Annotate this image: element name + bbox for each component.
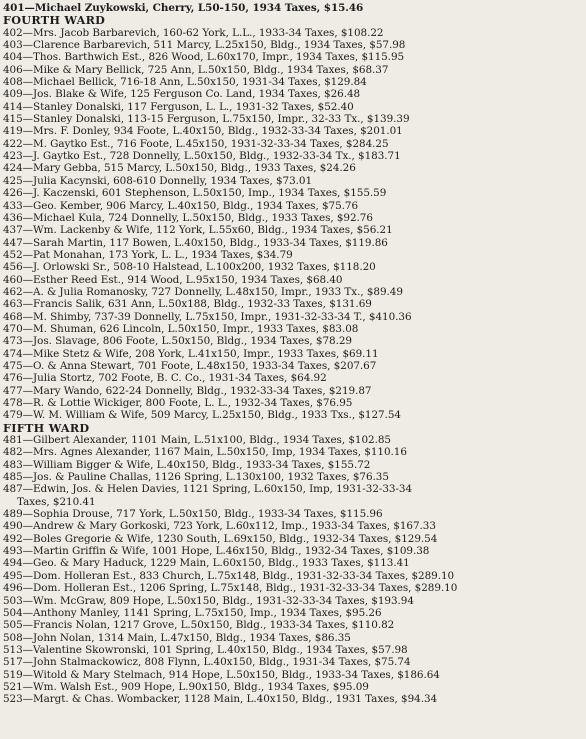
list-item: 424—Mary Gebba, 515 Marcy, L.50x150, Bldg., 1933 Taxes, $24.26: [3, 162, 356, 175]
list-item: 478—R. & Lottie Wickiger, 800 Foote, L. L., 1932-34 Taxes, $76.95: [3, 397, 353, 409]
list-item: 494—Geo. & Mary Haduck, 1229 Main, L.60x150, Bldg., 1933 Taxes, $113.41: [3, 557, 410, 570]
list-item: 433—Geo. Kember, 906 Marcy, L.40x150, Bldg., 1934 Taxes, $75.76: [3, 199, 359, 212]
list-item: 513—Valentine Skowronski, 101 Spring, L.40x150, Bldg., 1934 Taxes, $57.98: [3, 643, 408, 656]
list-item: 476—Julia Stortz, 702 Foote, B. C. Co., 1931-34 Taxes, $64.92: [3, 372, 327, 385]
list-item: 425—Julia Kacynski, 608-610 Donnelly, 1934 Taxes, $73.01: [3, 174, 313, 187]
list-item: 408—Michael Bellick, 716-18 Ann, L.50x150, 1931-34 Taxes, $129.84: [3, 76, 367, 89]
list-item: 485—Jos. & Pauline Challas, 1126 Spring, L.130x100, 1932 Taxes, $76.35: [3, 471, 389, 484]
list-item: 414—Stanley Donalski, 117 Ferguson, L. L., 1931-32 Taxes, $52.40: [3, 100, 354, 113]
list-item: 460—Esther Reed Est., 914 Wood, L.95x150, 1934 Taxes, $68.40: [3, 273, 343, 286]
list-item: 426—J. Kaczenski, 601 Stephenson, L.50x150, Imp., 1934 Taxes, $155.59: [3, 187, 387, 200]
list-item: 481—Gilbert Alexander, 1101 Main, L.51x100, Bldg., 1934 Taxes, $102.85: [3, 434, 391, 447]
list-item: 496—Dom. Holleran Est., 1206 Spring, L.75x148, Bldg., 1931-32-33-34 Taxes, $289.10: [3, 582, 458, 595]
list-item: 503—Wm. McGraw, 809 Hope, L.50x150, Bldg., 1931-32-33-34 Taxes, $193.94: [3, 594, 414, 607]
list-item: 489—Sophia Drouse, 717 York, L.50x150, Bldg., 1933-34 Taxes, $115.96: [3, 508, 383, 521]
list-item: 523—Margt. & Chas. Wombacker, 1128 Main, L.40x150, Bldg., 1931 Taxes, $94.34: [3, 693, 438, 706]
list-item: 401—Michael Zuykowski, Cherry, L50-150, 1934 Taxes, $15.46: [3, 2, 364, 14]
list-item: 490—Andrew & Mary Gorkoski, 723 York, L.60x112, Imp., 1933-34 Taxes, $167.33: [3, 520, 436, 533]
list-item: 403—Clarence Barbarevich, 511 Marcy, L.25x150, Bldg., 1934 Taxes, $57.98: [3, 39, 406, 52]
list-item: 404—Thos. Barthwich Est., 826 Wood, L.60x170, Impr., 1934 Taxes, $115.95: [3, 51, 405, 64]
list-item: 483—William Bigger & Wife, L.40x150, Bldg., 1933-34 Taxes, $155.72: [3, 458, 371, 471]
list-item: 456—J. Orlowski Sr., 508-10 Halstead, L.100x200, 1932 Taxes, $118.20: [3, 261, 376, 274]
list-item-continuation: Taxes, $210.41: [17, 495, 96, 508]
list-item: 402—Mrs. Jacob Barbarevich, 160-62 York, L.L., 1933-34 Taxes, $108.22: [3, 26, 384, 39]
list-item: 482—Mrs. Agnes Alexander, 1167 Main, L.50x150, Imp, 1934 Taxes, $110.16: [3, 446, 407, 459]
list-item: 492—Boles Gregorie & Wife, 1230 South, L.69x150, Bldg., 1932-34 Taxes, $129.54: [3, 532, 438, 545]
list-item: 495—Dom. Holleran Est., 833 Church, L.75x148, Bldg., 1931-32-33-34 Taxes, $289.10: [3, 569, 455, 582]
list-item: 505—Francis Nolan, 1217 Grove, L.50x150, Bldg., 1933-34 Taxes, $110.82: [3, 619, 395, 632]
list-item: 422—M. Gaytko Est., 716 Foote, L.45x150, 1931-32-33-34 Taxes, $284.25: [3, 137, 389, 150]
list-item: 463—Francis Salik, 631 Ann, L.50x188, Bldg., 1932-33 Taxes, $131.69: [3, 298, 372, 311]
list-item: 477—Mary Wando, 622-24 Donnelly, Bldg., 1932-33-34 Taxes, $219.87: [3, 384, 372, 397]
list-item: 474—Mike Stetz & Wife, 208 York, L.41x150, Impr., 1933 Taxes, $69.11: [3, 347, 379, 360]
list-item: 470—M. Shuman, 626 Lincoln, L.50x150, Impr., 1933 Taxes, $83.08: [3, 322, 359, 335]
list-item: 419—Mrs. F. Donley, 934 Foote, L.40x150, Bldg., 1932-33-34 Taxes, $201.01: [3, 125, 403, 138]
list-item: 475—O. & Anna Stewart, 701 Foote, L.48x150, 1933-34 Taxes, $207.67: [3, 359, 377, 372]
list-item: 423—J. Gaytko Est., 728 Donnelly, L.50x150, Bldg., 1932-33-34 Tx., $183.71: [3, 150, 401, 163]
list-item: 493—Martin Griffin & Wife, 1001 Hope, L.46x150, Bldg., 1932-34 Taxes, $109.38: [3, 545, 430, 558]
list-item: 415—Stanley Donalski, 113-15 Ferguson, L.75x150, Impr., 32-33 Tx., $139.39: [3, 113, 410, 126]
list-item: 406—Mike & Mary Bellick, 725 Ann, L.50x150, Bldg., 1934 Taxes, $68.37: [3, 63, 389, 76]
list-item: 473—Jos. Slavage, 806 Foote, L.50x150, Bldg., 1934 Taxes, $78.29: [3, 335, 352, 348]
list-item: 462—A. & Julia Romanosky, 727 Donnelly, L.48x150, Impr., 1933 Tx., $89.49: [3, 285, 403, 298]
list-item: 436—Michael Kula, 724 Donnelly, L.50x150, Bldg., 1933 Taxes, $92.76: [3, 211, 373, 224]
list-item: 504—Anthony Manley, 1141 Spring, L.75x150, Imp., 1934 Taxes, $95.26: [3, 606, 382, 619]
list-item: 437—Wm. Lackenby & Wife, 112 York, L.55x60, Bldg., 1934 Taxes, $56.21: [3, 224, 393, 237]
ward-heading: FOURTH WARD: [3, 14, 106, 27]
list-item: 508—John Nolan, 1314 Main, L.47x150, Bldg., 1934 Taxes, $86.35: [3, 631, 351, 644]
list-item: 409—Jos. Blake & Wife, 125 Ferguson Co. Land, 1934 Taxes, $26.48: [3, 88, 361, 101]
list-item: 521—Wm. Walsh Est., 909 Hope, L.90x150, Bldg., 1934 Taxes, $95.09: [3, 680, 369, 693]
list-item: 452—Pat Monahan, 173 York, L. L., 1934 Taxes, $34.79: [3, 248, 293, 261]
list-item: 487—Edwin, Jos. & Helen Davies, 1121 Spring, L.60x150, Imp, 1931-32-33-34: [3, 483, 413, 496]
list-item: 519—Witold & Mary Stelmach, 914 Hope, L.50x150, Bldg., 1933-34 Taxes, $186.64: [3, 668, 440, 681]
list-item: 468—M. Shimby, 737-39 Donnelly, L.75x150, Impr., 1931-32-33-34 T., $410.36: [3, 310, 412, 323]
list-item: 479—W. M. William & Wife, 509 Marcy, L.25x150, Bldg., 1933 Txs., $127.54: [3, 409, 401, 422]
ward-heading: FIFTH WARD: [3, 421, 90, 435]
list-item: 517—John Stalmackowicz, 808 Flynn, L.40x150, Bldg., 1931-34 Taxes, $75.74: [3, 656, 411, 669]
list-item: 447—Sarah Martin, 117 Bowen, L.40x150, Bldg., 1933-34 Taxes, $119.86: [3, 236, 388, 249]
